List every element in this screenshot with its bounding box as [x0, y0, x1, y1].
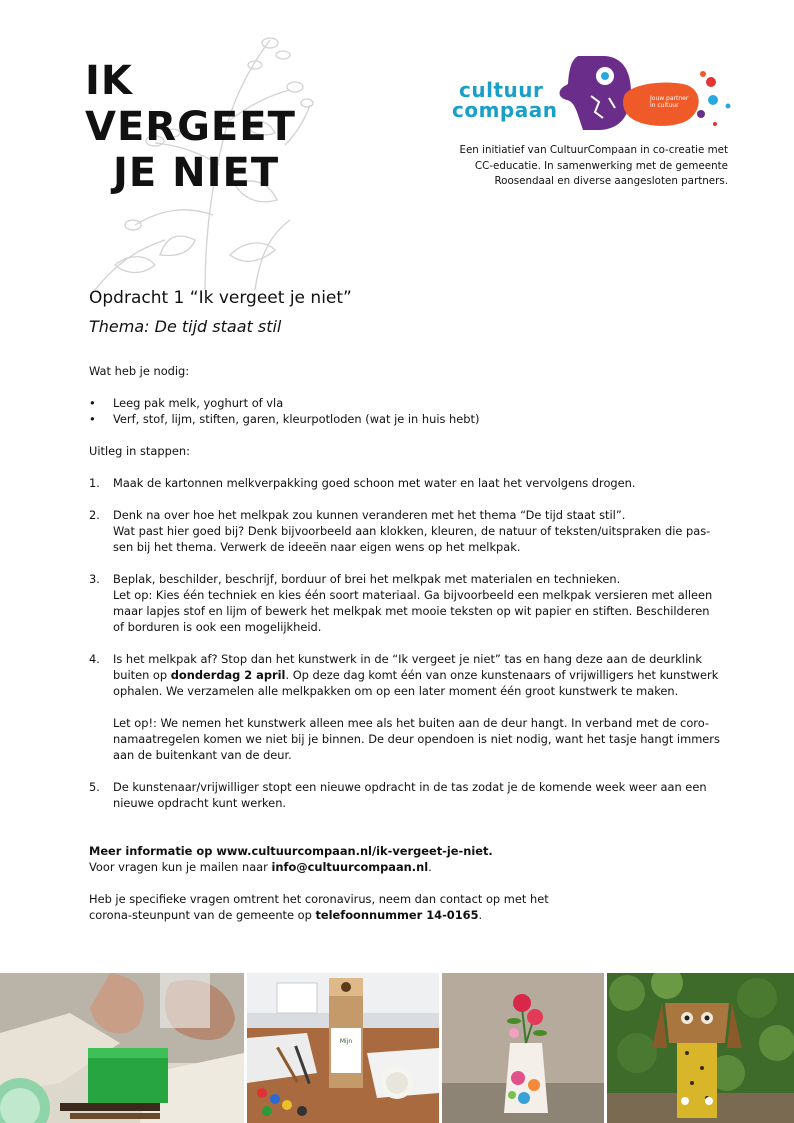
step-1: [89, 475, 733, 491]
assignment-heading: Opdracht 1 “Ik vergeet je niet”: [89, 288, 352, 308]
photo-painting-carton: [0, 973, 244, 1123]
initiative-line-2: CC-educatie. In samenwerking met de gemeente: [474, 159, 728, 172]
list-item: [89, 395, 709, 411]
step-number: 1.: [89, 476, 100, 490]
step-2: [89, 507, 733, 555]
step-text: nieuwe opdracht kunt werken.: [113, 796, 287, 810]
mail-text: Voor vragen kun je mailen naar: [89, 860, 272, 874]
mail-line: [89, 859, 549, 875]
step-text: maar lapjes stof en lijm of bewerk het melkpak met mooie teksten op wit papier en stiften. Beschilderen: [113, 604, 710, 618]
step-text-part: buiten op: [113, 668, 171, 682]
step-text: ophalen. We verzamelen alle melkpakken om op een later moment één groot kunstwerk te maken.: [113, 684, 679, 698]
needs-list: [89, 395, 709, 427]
step-text: of borduren is ook een mogelijkheid.: [113, 620, 322, 634]
initiative-text: [438, 143, 728, 190]
step-number: 2.: [89, 508, 100, 522]
list-item-text: Leeg pak melk, yoghurt of vla: [113, 396, 284, 410]
step-5: [89, 779, 733, 811]
step-text: Let op: Kies één techniek en kies één soort materiaal. Ga bijvoorbeeld een melkpak versieren met alleen: [113, 588, 713, 602]
list-item: [89, 411, 709, 427]
carton-label: Mijn: [339, 1038, 353, 1045]
step-text-part: . Op deze dag komt één van onze kunstenaars of vrijwilligers het kunstwerk: [285, 668, 719, 682]
mail-end: .: [428, 860, 432, 874]
step-note: aan de buitenkant van de deur.: [113, 748, 292, 762]
title-line-1: IK: [85, 58, 133, 104]
phone-number: telefoonnummer 14-0165: [315, 908, 479, 922]
needs-label: Wat heb je nodig:: [89, 364, 190, 378]
step-number: 5.: [89, 780, 100, 794]
step-text: Wat past hier goed bij? Denk bijvoorbeeld aan klokken, kleuren, de natuur of teksten/uitspraken die pas-: [113, 524, 711, 538]
pickup-date: donderdag 2 april: [170, 668, 286, 682]
logo-tagline-line-1: Jouw partner: [650, 95, 689, 102]
corona-text: Heb je specifieke vragen omtrent het coronavirus, neem dan contact op met het: [89, 892, 549, 906]
cultuurcompaan-logo-mark: [553, 52, 733, 134]
initiative-line-1: Een initiatief van CultuurCompaan in co-creatie met: [459, 144, 728, 156]
bullet-icon: •: [89, 412, 96, 426]
step-note: Let op!: We nemen het kunstwerk alleen mee als het buiten aan de deur hangt. In verband met de coro-: [113, 716, 710, 730]
step-number: 4.: [89, 652, 100, 666]
more-info-link[interactable]: Meer informatie op www.cultuurcompaan.nl/ik-vergeet-je-niet.: [89, 844, 493, 858]
photo-milk-carton: [247, 973, 439, 1123]
logo-tagline: [650, 95, 688, 109]
mail-link[interactable]: info@cultuurcompaan.nl: [271, 860, 429, 874]
logo-word-2: compaan: [452, 98, 558, 122]
page-title: [85, 58, 296, 196]
step-text: Denk na over hoe het melkpak zou kunnen veranderen met het thema “De tijd staat stil”.: [113, 508, 626, 522]
initiative-line-3: Roosendaal en diverse aangesloten partners.: [494, 175, 728, 187]
bullet-icon: •: [89, 396, 96, 410]
step-text: De kunstenaar/vrijwilliger stopt een nieuwe opdracht in de tas zodat je de komende week weer aan een: [113, 780, 707, 794]
step-4: [89, 651, 733, 763]
cultuurcompaan-logo-text: [452, 80, 557, 120]
photo-carton-figure: [607, 973, 794, 1123]
steps-label: Uitleg in stappen:: [89, 444, 190, 458]
logo-word-1: cultuur: [459, 78, 544, 102]
photo-flower-vase: [442, 973, 604, 1123]
logo-tagline-line-2: in cultuur: [650, 102, 679, 109]
step-3: [89, 571, 733, 635]
photo-strip: [0, 973, 794, 1123]
corona-line: [89, 907, 549, 923]
list-item-text: Verf, stof, lijm, stiften, garen, kleurpotloden (wat je in huis hebt): [113, 412, 480, 426]
step-text: Is het melkpak af? Stop dan het kunstwerk in de “Ik vergeet je niet” tas en hang deze aan de deurklink: [113, 652, 702, 666]
step-text: Beplak, beschilder, beschrijf, borduur of brei het melkpak met materialen en technieken.: [113, 572, 621, 586]
step-number: 3.: [89, 572, 100, 586]
step-text: sen bij het thema. Verwerk de ideeën naar eigen wens op het melkpak.: [113, 540, 521, 554]
step-text: Maak de kartonnen melkverpakking goed schoon met water en laat het vervolgens drogen.: [113, 476, 636, 490]
title-line-3: JE NIET: [113, 150, 280, 196]
corona-end: .: [478, 908, 483, 922]
step-text: [113, 667, 733, 683]
more-info: [89, 843, 549, 923]
title-line-2: VERGEET: [85, 104, 296, 150]
assignment-theme: Thema: De tijd staat stil: [89, 317, 282, 336]
corona-text-part: corona-steunpunt van de gemeente op: [89, 908, 316, 922]
step-note: namaatregelen komen we niet bij je binnen. De deur opendoen is niet nodig, want het tasje hangt immers: [113, 732, 720, 746]
